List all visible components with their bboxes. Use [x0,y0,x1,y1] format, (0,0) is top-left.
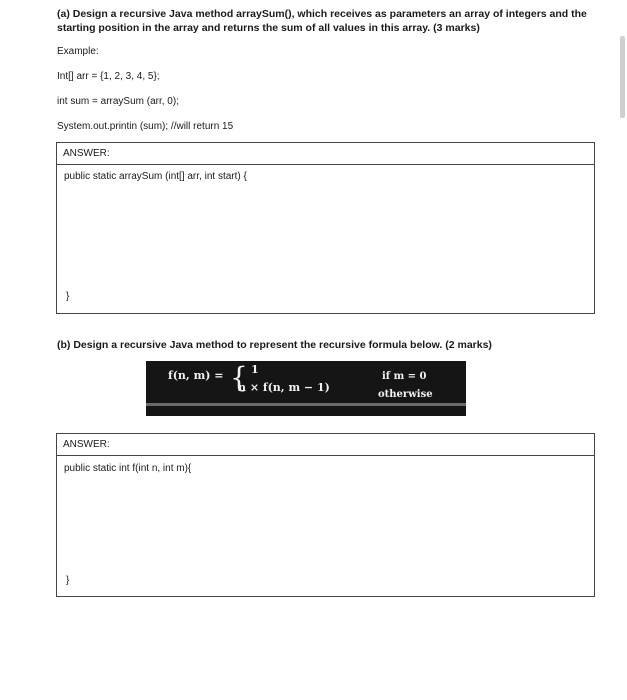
answer-box-a [56,142,595,314]
code-line-print: System.out.printin (sum); //will return 15 [57,121,234,132]
part-a-title-line2: starting position in the array and returns the sum of all values in this array. (3 marks) [57,22,480,34]
part-b-title: (b) Design a recursive Java method to represent the recursive formula below. (2 marks) [57,339,492,351]
code-line-sum: int sum = arraySum (arr, 0); [57,96,179,107]
formula-case-1: 1 [251,363,259,376]
answer-b-label: ANSWER: [57,434,594,456]
answer-a-signature: public static arraySum (int[] arr, int start) { [64,171,247,182]
example-label: Example: [57,46,99,57]
formula-condition-1: if m = 0 [382,371,427,382]
answer-a-label: ANSWER: [57,143,594,165]
code-line-array: Int[] arr = {1, 2, 3, 4, 5}; [57,71,160,82]
formula-condition-2: otherwise [378,389,433,400]
answer-box-b [56,433,595,597]
scrollbar[interactable] [620,36,625,118]
part-a-title-line1: (a) Design a recursive Java method arraySum(), which receives as parameters an array of integers and the [57,8,587,20]
formula-case-2: n × f(n, m − 1) [238,381,330,394]
formula-underline [146,403,466,406]
formula-lhs: f(n, m) = [168,369,224,382]
answer-a-field[interactable] [57,165,594,313]
formula-brace: { [230,361,248,394]
answer-b-signature: public static int f(int n, int m){ [64,463,192,474]
answer-b-field[interactable] [57,456,594,596]
answer-a-closing-brace: } [66,291,70,302]
recursive-formula-image [146,361,466,416]
answer-b-closing-brace: } [66,575,70,586]
